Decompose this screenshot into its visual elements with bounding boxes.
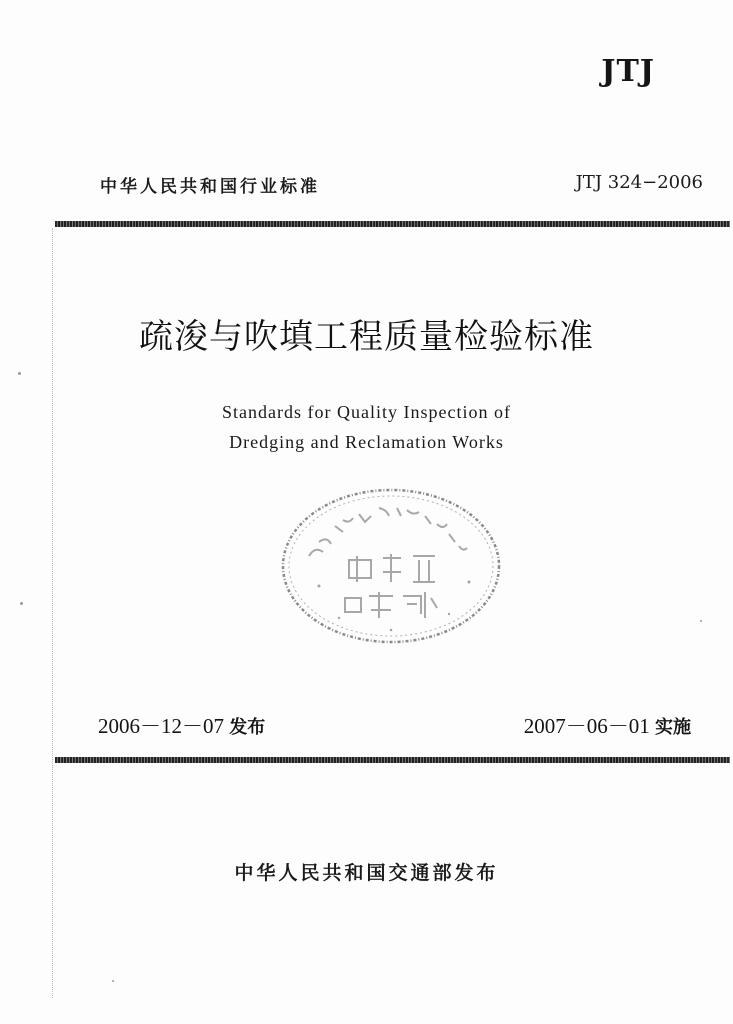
title-english — [0, 397, 733, 457]
implement-date-label: 实施 — [655, 717, 691, 738]
scan-speck — [112, 980, 114, 982]
implement-date-value: 2007－06－01 — [523, 714, 650, 738]
title-english-line2: Dredging and Reclamation Works — [229, 432, 504, 452]
standard-mark: JTJ — [601, 54, 655, 89]
standard-number: JTJ 324−2006 — [575, 172, 703, 193]
standard-category: 中华人民共和国行业标准 — [100, 177, 320, 197]
scan-speck — [20, 602, 23, 605]
issue-date-label: 发布 — [229, 717, 266, 738]
scan-speck — [700, 620, 702, 622]
publisher-line: 中华人民共和国交通部发布 — [234, 862, 499, 884]
issue-date-value: 2006－12－07 — [98, 714, 224, 738]
implement-date — [524, 710, 691, 740]
official-seal-icon — [279, 486, 503, 646]
title-english-line1: Standards for Quality Inspection of — [222, 402, 511, 422]
bottom-divider — [55, 757, 730, 763]
top-divider — [55, 221, 730, 227]
issue-date — [98, 710, 265, 740]
scan-speck — [18, 372, 21, 375]
title-chinese: 疏浚与吹填工程质量检验标准 — [139, 317, 594, 357]
